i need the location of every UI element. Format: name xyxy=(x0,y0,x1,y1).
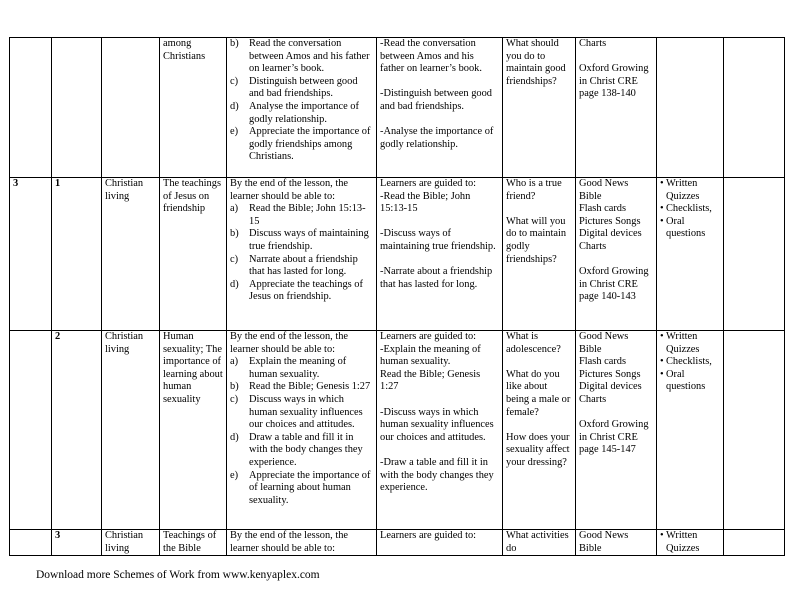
outcome-text: Read the Bible; John 15:13-15 xyxy=(249,203,366,227)
table-row xyxy=(10,530,785,556)
week-cell xyxy=(10,38,52,178)
table-row xyxy=(10,178,785,331)
learning-experiences-cell-item: -Draw a table and fill it in with the body changes they experience. xyxy=(380,456,494,494)
strand-cell xyxy=(102,38,160,178)
outcomes-intro: By the end of the lesson, the learner should be able to: xyxy=(230,331,349,355)
spacer xyxy=(380,394,499,407)
learning-experiences-cell xyxy=(377,530,503,556)
outcomes-intro: By the end of the lesson, the learner should be able to: xyxy=(230,178,349,202)
outcome-marker: d) xyxy=(230,431,239,443)
inquiry-questions-cell-item: What activities do xyxy=(506,530,569,554)
resources-cell xyxy=(576,38,657,178)
spacer xyxy=(579,407,653,420)
outcome-item xyxy=(230,228,373,253)
outcome-text: Narrate about a friendship that has lasted for long. xyxy=(249,253,358,278)
lesson-cell: 2 xyxy=(52,331,102,530)
resources-cell-item: Charts xyxy=(579,38,607,49)
assessment-item: • Checklists, xyxy=(660,203,720,216)
assessment-item: • Written Quizzes xyxy=(660,178,720,203)
outcome-marker: e) xyxy=(230,126,239,138)
spacer xyxy=(380,216,499,229)
outcome-item xyxy=(230,203,373,228)
substrand-cell: Human sexuality; The importance of learning about human sexuality xyxy=(160,331,227,530)
inquiry-questions-cell xyxy=(503,38,576,178)
outcome-marker: c) xyxy=(230,253,239,265)
spacer xyxy=(506,203,572,216)
remarks-cell xyxy=(724,178,785,331)
learning-outcomes-cell xyxy=(227,38,377,178)
outcome-item xyxy=(230,101,373,126)
outcome-item xyxy=(230,432,373,470)
lesson-cell xyxy=(52,38,102,178)
outcome-item xyxy=(230,394,373,432)
assessment-cell xyxy=(657,530,724,556)
resources-cell xyxy=(576,331,657,530)
spacer xyxy=(506,356,572,369)
inquiry-questions-cell xyxy=(503,331,576,530)
outcome-item xyxy=(230,381,373,394)
assessment-item: • Oral questions xyxy=(660,369,720,394)
scheme-of-work-table xyxy=(9,37,785,556)
learning-experiences-cell-item: -Distinguish between good and bad friendships. xyxy=(380,88,492,112)
outcome-text: Discuss ways in which human sexuality influences our choices and attitudes. xyxy=(249,393,363,431)
assessment-cell xyxy=(657,38,724,178)
assessment-list xyxy=(660,331,720,394)
assessment-list xyxy=(660,178,720,241)
outcome-marker: e) xyxy=(230,469,239,481)
spacer xyxy=(380,444,499,457)
table-row xyxy=(10,38,785,178)
learning-experiences-cell-item: -Read the conversation between Amos and his father on learner’s book. xyxy=(380,38,482,75)
outcome-marker: a) xyxy=(230,356,239,368)
learning-experiences-cell-item: Learners are guided to: xyxy=(380,530,477,541)
week-cell: 3 xyxy=(10,178,52,331)
strand-cell: Christian living xyxy=(102,530,160,556)
outcomes-list xyxy=(230,203,373,304)
remarks-cell xyxy=(724,38,785,178)
inquiry-questions-cell-item: Who is a true friend? xyxy=(506,178,562,202)
spacer xyxy=(380,76,499,89)
outcome-item xyxy=(230,254,373,279)
outcome-item xyxy=(230,38,373,76)
learning-experiences-cell-item: -Narrate about a friendship that has lasted for long. xyxy=(380,266,493,290)
assessment-item: • Written Quizzes xyxy=(660,530,720,555)
table-row xyxy=(10,331,785,530)
resources-cell xyxy=(576,530,657,556)
resources-cell-item: Good News Bible Flash cards Pictures Songs Digital devices Charts xyxy=(579,331,642,405)
week-cell xyxy=(10,331,52,530)
assessment-cell xyxy=(657,331,724,530)
learning-outcomes-cell xyxy=(227,331,377,530)
outcome-item xyxy=(230,76,373,101)
outcome-text: Draw a table and fill it in with the body changes they experience. xyxy=(249,431,363,468)
resources-cell-item: Good News Bible xyxy=(579,530,629,554)
outcome-text: Appreciate the teachings of Jesus on friendship. xyxy=(249,278,363,303)
inquiry-questions-cell-item: What should you do to maintain good friendships? xyxy=(506,38,566,87)
inquiry-questions-cell-item: What do you like about being a male or female? xyxy=(506,368,571,418)
assessment-item: • Checklists, xyxy=(660,356,720,369)
assessment-item: • Written Quizzes xyxy=(660,331,720,356)
inquiry-questions-cell-item: What is adolescence? xyxy=(506,331,561,355)
outcome-marker: c) xyxy=(230,75,239,87)
learning-experiences-cell xyxy=(377,38,503,178)
inquiry-questions-cell-item: What will you do to maintain godly friendships? xyxy=(506,215,567,265)
learning-experiences-cell-item: -Discuss ways in which human sexuality influences our choices and attitudes. xyxy=(380,406,494,443)
outcome-text: Discuss ways of maintaining true friendship. xyxy=(249,228,369,252)
outcome-marker: d) xyxy=(230,100,239,112)
assessment-list xyxy=(660,530,720,555)
learning-experiences-cell-item: Learners are guided to: -Read the Bible; John 15:13-15 xyxy=(380,178,477,215)
resources-cell-item: Good News Bible Flash cards Pictures Songs Digital devices Charts xyxy=(579,178,642,252)
outcome-item xyxy=(230,356,373,381)
spacer xyxy=(579,51,653,64)
spacer xyxy=(579,254,653,267)
resources-cell-item: Oxford Growing in Christ CRE page 140-143 xyxy=(579,266,649,303)
strand-cell: Christian living xyxy=(102,331,160,530)
assessment-cell xyxy=(657,178,724,331)
resources-cell-item: Oxford Growing in Christ CRE page 138-140 xyxy=(579,63,649,100)
remarks-cell xyxy=(724,331,785,530)
inquiry-questions-cell xyxy=(503,178,576,331)
learning-outcomes-cell xyxy=(227,530,377,556)
learning-experiences-cell xyxy=(377,178,503,331)
lesson-cell: 3 xyxy=(52,530,102,556)
lesson-cell: 1 xyxy=(52,178,102,331)
outcome-marker: d) xyxy=(230,278,239,290)
inquiry-questions-cell xyxy=(503,530,576,556)
resources-cell-item: Oxford Growing in Christ CRE page 145-147 xyxy=(579,419,649,456)
outcome-text: Distinguish between good and bad friendships. xyxy=(249,75,358,100)
spacer xyxy=(380,254,499,267)
spacer xyxy=(380,114,499,127)
outcomes-list xyxy=(230,38,373,164)
learning-experiences-cell-item: -Analyse the importance of godly relationship. xyxy=(380,126,494,150)
outcome-marker: b) xyxy=(230,381,239,393)
outcome-marker: a) xyxy=(230,203,239,215)
learning-outcomes-cell xyxy=(227,178,377,331)
resources-cell xyxy=(576,178,657,331)
outcome-text: Appreciate the importance of of learning about human sexuality. xyxy=(249,469,371,506)
assessment-item: • Oral questions xyxy=(660,216,720,241)
outcome-item xyxy=(230,470,373,508)
outcome-text: Explain the meaning of human sexuality. xyxy=(249,356,347,380)
outcome-item xyxy=(230,279,373,304)
outcome-text: Appreciate the importance of godly friendships among Christians. xyxy=(249,126,371,163)
outcome-text: Analyse the importance of godly relationship. xyxy=(249,100,359,125)
inquiry-questions-cell-item: How does your sexuality affect your dressing? xyxy=(506,431,570,468)
learning-experiences-cell-item: -Discuss ways of maintaining true friendship. xyxy=(380,228,496,252)
outcome-marker: c) xyxy=(230,393,239,405)
outcomes-intro: By the end of the lesson, the learner should be able to: xyxy=(230,530,349,554)
outcome-marker: b) xyxy=(230,38,239,49)
substrand-cell: The teachings of Jesus on friendship xyxy=(160,178,227,331)
learning-experiences-cell-item: Learners are guided to: -Explain the meaning of human sexuality. Read the Bible; Genesis 1:27 xyxy=(380,331,481,393)
outcome-item xyxy=(230,126,373,164)
spacer xyxy=(506,419,572,432)
substrand-cell: among Christians xyxy=(160,38,227,178)
outcome-text: Read the Bible; Genesis 1:27 xyxy=(249,381,371,393)
outcome-marker: b) xyxy=(230,228,239,240)
learning-experiences-cell xyxy=(377,331,503,530)
remarks-cell xyxy=(724,530,785,556)
strand-cell: Christian living xyxy=(102,178,160,331)
week-cell xyxy=(10,530,52,556)
substrand-cell: Teachings of the Bible xyxy=(160,530,227,556)
outcome-text: Read the conversation between Amos and his father on learner’s book. xyxy=(249,38,370,75)
footer-download-link[interactable]: Download more Schemes of Work from www.kenyaplex.com xyxy=(36,569,320,581)
outcomes-list xyxy=(230,356,373,507)
